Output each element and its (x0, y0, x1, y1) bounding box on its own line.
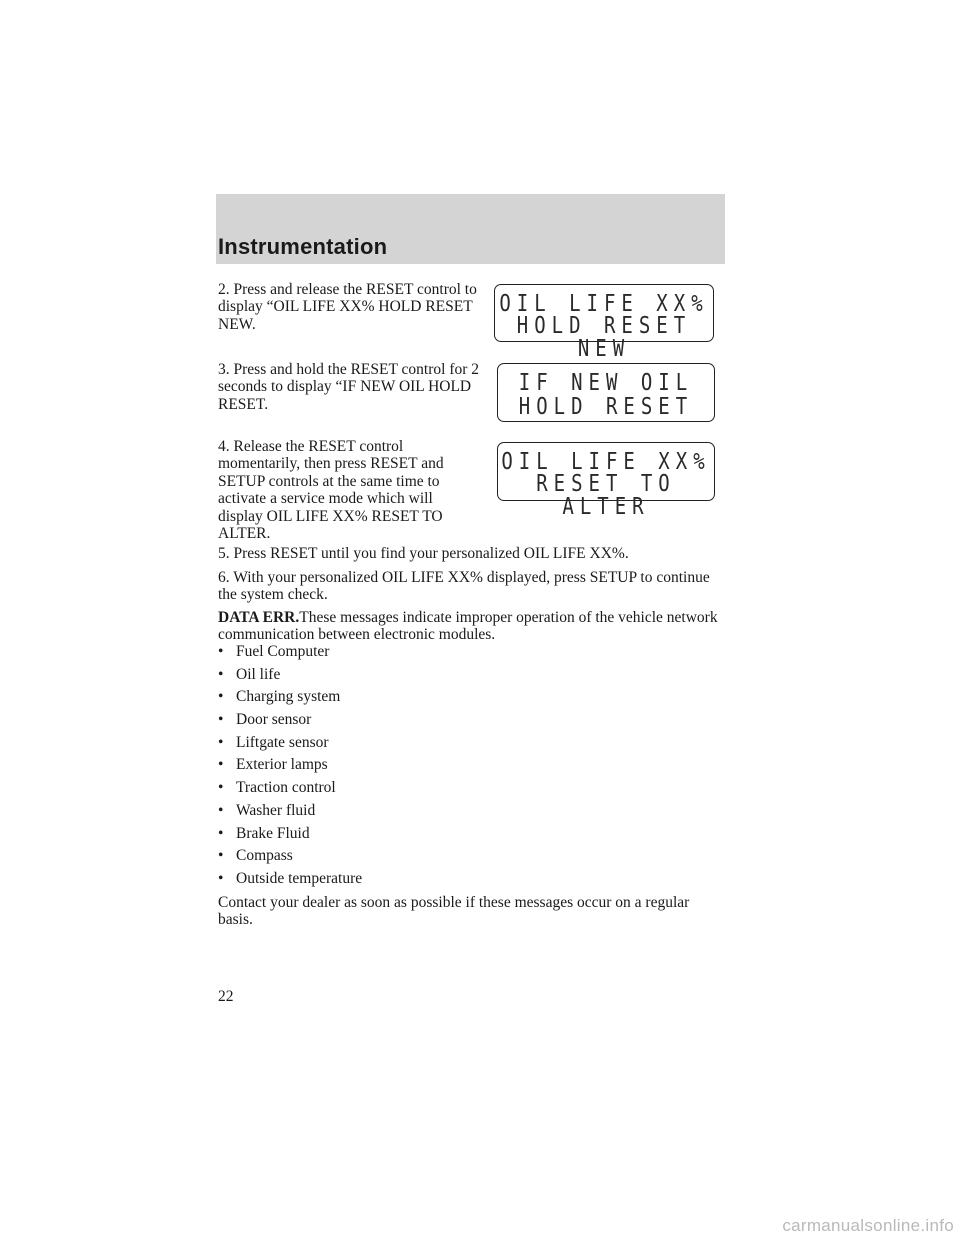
bullet-icon: • (218, 688, 224, 706)
list-item: • Washer fluid (218, 801, 316, 819)
bullet-icon: • (218, 779, 224, 797)
lcd-line-1: OIL LIFE XX% (499, 290, 709, 318)
bullet-icon: • (218, 847, 224, 865)
list-item: • Exterior lamps (218, 756, 328, 774)
page-number: 22 (218, 988, 234, 1005)
list-item: • Compass (218, 847, 293, 865)
list-item: • Fuel Computer (218, 643, 330, 660)
step-4-text: 4. Release the RESET control momentarily, then press RESET and SETUP controls at the same time to activate a service mode which will display OIL LIFE XX% RESET TO ALTER. (218, 438, 444, 543)
data-err-paragraph (218, 609, 728, 644)
step-2-text: 2. Press and release the RESET control to display “OIL LIFE XX% HOLD RESET NEW. (218, 281, 477, 333)
bullet-icon: • (218, 711, 224, 729)
lcd-display-oil-life-reset-to-alter (497, 442, 715, 520)
lcd-display-if-new-oil (497, 363, 715, 422)
bullet-icon: • (218, 869, 224, 887)
lcd-line-2: RESET TO ALTER (536, 470, 676, 520)
data-err-term: DATA ERR. (218, 609, 300, 626)
step-3-text: 3. Press and hold the RESET control for 2 seconds to display “IF NEW OIL HOLD RESET. (218, 361, 480, 413)
lcd-line-1: OIL LIFE XX% (501, 448, 711, 476)
bullet-icon: • (218, 665, 224, 683)
closing-paragraph: Contact your dealer as soon as possible if these messages occur on a regular basis. (218, 894, 690, 929)
list-item: • Door sensor (218, 711, 312, 729)
bullet-icon: • (218, 733, 224, 751)
data-err-description: These messages indicate improper operation of the vehicle network communication between electronic modules. (218, 609, 718, 644)
section-title: Instrumentation (218, 234, 388, 259)
lcd-line-2: HOLD RESET NEW (516, 312, 692, 362)
list-item: • Brake Fluid (218, 824, 310, 842)
lcd-display-oil-life-hold-reset (494, 284, 714, 362)
step-6-text: 6. With your personalized OIL LIFE XX% displayed, press SETUP to continue the system check. (218, 569, 710, 604)
lcd-line-1: IF NEW OIL (518, 369, 694, 397)
step-5-text: 5. Press RESET until you find your personalized OIL LIFE XX%. (218, 545, 629, 562)
data-err-module-list (218, 643, 362, 893)
bullet-icon: • (218, 824, 224, 842)
list-item: • Liftgate sensor (218, 733, 329, 751)
list-item: • Oil life (218, 665, 281, 683)
watermark: carmanualsonline.info (782, 1216, 954, 1235)
list-item: • Outside temperature (218, 869, 363, 887)
list-item: • Charging system (218, 688, 341, 706)
list-item: • Traction control (218, 779, 336, 797)
lcd-line-2: HOLD RESET (518, 393, 694, 421)
bullet-icon: • (218, 801, 224, 819)
bullet-icon: • (218, 756, 224, 774)
bullet-icon: • (218, 643, 224, 660)
